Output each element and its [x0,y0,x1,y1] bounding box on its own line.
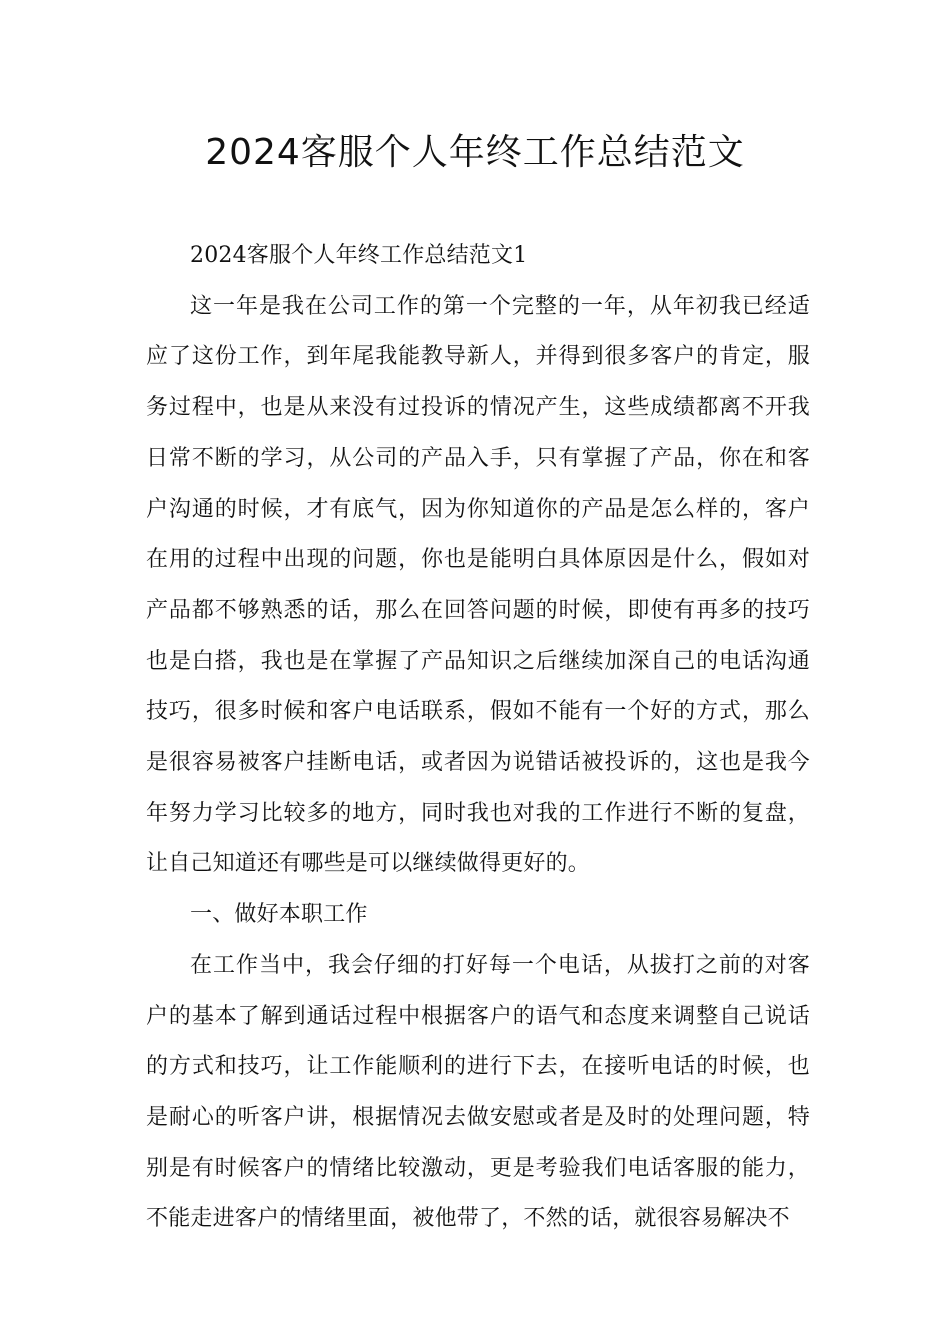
document-title: 2024客服个人年终工作总结范文 [205,132,745,173]
subtitle-paragraph: 2024客服个人年终工作总结范文1 [190,243,528,268]
body-paragraph: 这一年是我在公司工作的第一个完整的一年，从年初我已经适应了这份工作，到年尾我能教导新人，并得到很多客户的肯定，服务过程中，也是从来没有过投诉的情况产生，这些成绩都离不开我日常不断的学习，从公司的产品入手，只有掌握了产品，你在和客户沟通的时候，才有底气，因为你知道你的产品是怎么样的，客户在用的过程中出现的问题，你也是能明白具体原因是什么，假如对产品都不够熟悉的话，那么在回答问题的时候，即使有再多的技巧也是白搭，我也是在掌握了产品知识之后继续加深自己的电话沟通技巧，很多时候和客户电话联系，假如不能有一个好的方式，那么是很容易被客户挂断电话，或者因为说错话被投诉的，这也是我今年努力学习比较多的地方，同时我也对我的工作进行不断的复盘，让自己知道还有哪些是可以继续做得更好的。 [146,293,810,877]
section-heading: 一、做好本职工作 [190,902,368,928]
document-body [146,231,810,1245]
body-paragraph: 在工作当中，我会仔细的打好每一个电话，从拔打之前的对客户的基本了解到通话过程中根据客户的语气和态度来调整自己说话的方式和技巧，让工作能顺利的进行下去，在接听电话的时候，也是耐心的听客户讲，根据情况去做安慰或者是及时的处理问题，特别是有时候客户的情绪比较激动，更是考验我们电话客服的能力，不能走进客户的情绪里面，被他带了，不然的话，就很容易解决不 [146,952,810,1232]
